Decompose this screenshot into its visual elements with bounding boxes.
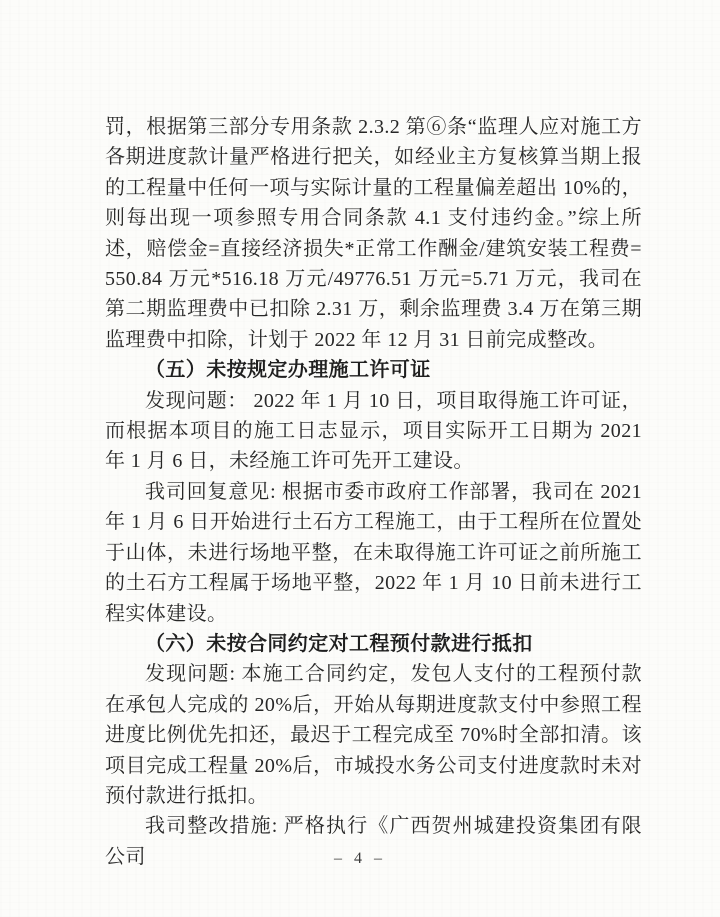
section-heading-5-construction-permit: （五）未按规定办理施工许可证: [145, 359, 431, 382]
document-body: [105, 112, 642, 872]
paragraph-reply-construction-permit: 我司回复意见: 根据市委市政府工作部署，我司在 2021 年 1 月 6 日开始进行土石方工程施工，由于工程所在位置处于山体，未进行场地平整，在未取得施工许可证之前所施工的土石方工程属于场地平整，2022 年 1 月 10 日前未进行工程实体建设。: [105, 480, 642, 625]
page-number: – 4 –: [334, 850, 386, 867]
paragraph-penalty-compensation-calculation: 罚，根据第三部分专用条款 2.3.2 第⑥条“监理人应对施工方各期进度款计量严格进行把关，如经业主方复核算当期上报的工程量中任何一项与实际计量的工程量偏差超出 10%的，则每出现一项参照专用合同条款 4.1 支付违约金。”综上所述，赔偿金=直接经济损失*正常工作酬金/建筑安装工程费=550.84 万元*516.18 万元/49776.51 万元=5.71 万元，我司在第二期监理费中已扣除 2.31 万，剩余监理费 3.4 万在第三期监理费中扣除，计划于 2022 年 12 月 31 日前完成整改。: [105, 116, 642, 351]
paragraph-finding-construction-permit: 发现问题： 2022 年 1 月 10 日，项目取得施工许可证，而根据本项目的施工日志显示，项目实际开工日期为 2021 年 1 月 6 日，未经施工许可先开工建设。: [105, 389, 642, 473]
paragraph-finding-prepayment-deduction: 发现问题: 本施工合同约定，发包人支付的工程预付款在承包人完成的 20%后，开始从每期进度款支付中参照工程进度比例优先扣还，最迟于工程完成至 70%时全部扣清。该项目完成工程量 20%后，市城投水务公司支付进度款时未对预付款进行抵扣。: [105, 663, 642, 807]
section-heading-6-prepayment-deduction: （六）未按合同约定对工程预付款进行抵扣: [145, 632, 533, 655]
paragraph-rectification-measures: 我司整改措施: 严格执行《广西贺州城建投资集团有限公司: [105, 815, 642, 868]
